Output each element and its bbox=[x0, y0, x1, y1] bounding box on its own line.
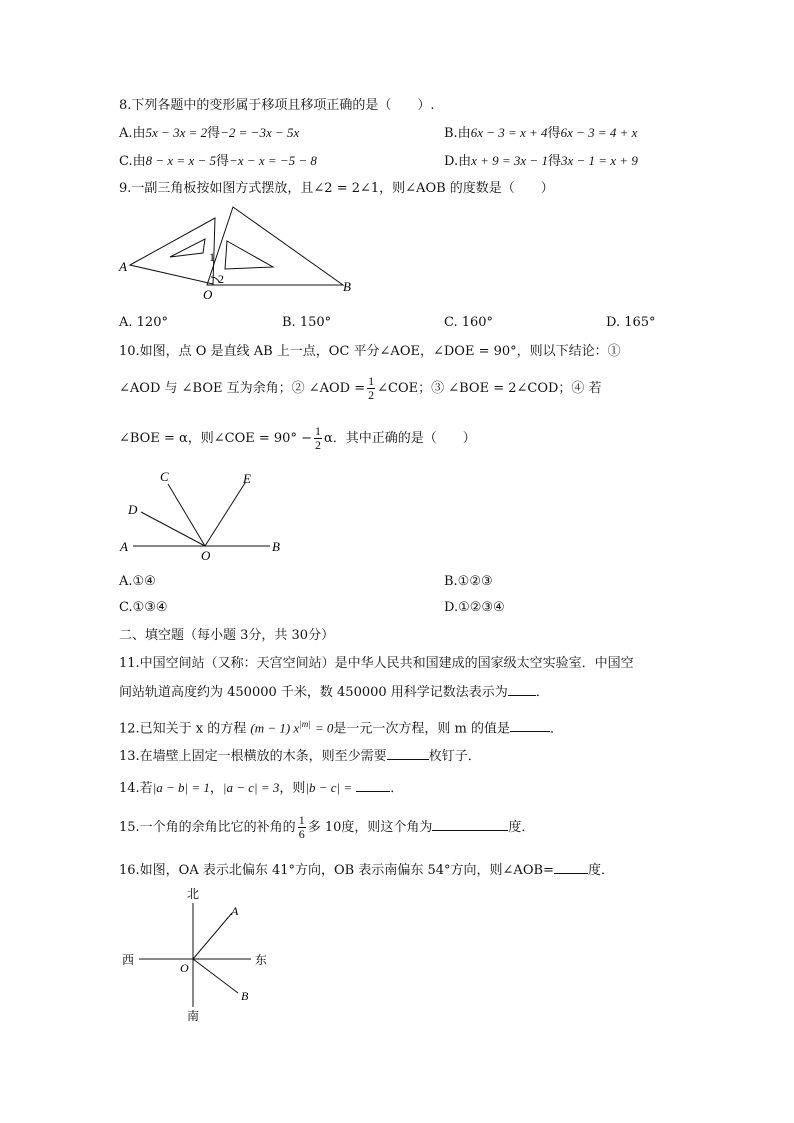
answer-blank[interactable] bbox=[432, 818, 508, 831]
q9-label-2: 2 bbox=[218, 272, 224, 286]
q8-stem: 8.下列各题中的变形属于移项且移项正确的是（ ）. bbox=[119, 98, 435, 113]
q16-compass-figure bbox=[115, 885, 275, 1025]
triangle-ruler-icon bbox=[130, 207, 343, 285]
q10-figure bbox=[115, 468, 295, 563]
q16-west-label: 西 bbox=[122, 953, 135, 967]
q12-line: 12.已知关于 x 的方程 (m − 1) $x^{|m|} = 0$是一元一次方程，则 m 的值是 ． bbox=[119, 719, 563, 737]
fraction-half-2: $\frac{1}{2}$ bbox=[314, 424, 321, 452]
q16-north-label: 北 bbox=[187, 887, 200, 901]
q9-label-a: A bbox=[119, 259, 127, 274]
answer-blank[interactable] bbox=[387, 747, 429, 760]
answer-blank[interactable] bbox=[508, 683, 536, 696]
q10-label-c: C bbox=[160, 469, 169, 484]
q11-line1: 11.中国空间站（又称：天宫空间站）是中华人民共和国建成的国家级太空实验室．中国空 bbox=[119, 656, 634, 671]
q9-label-1: 1 bbox=[209, 250, 215, 264]
answer-blank[interactable] bbox=[510, 719, 550, 732]
q10-option-d: D.①②③④ bbox=[444, 600, 505, 615]
q15-line: 15.一个角的余角比它的补角的 $\frac{1}{6}$ 多 10度，则这个角为 度． bbox=[119, 813, 535, 841]
q9-option-b: B. 150° bbox=[282, 315, 332, 330]
q10-option-b: B.①②③ bbox=[444, 574, 493, 589]
q9-option-c: C. 160° bbox=[444, 315, 494, 330]
q9-label-o: O bbox=[203, 287, 213, 302]
q10-label-e: E bbox=[243, 471, 251, 486]
q10-label-b: B bbox=[272, 539, 280, 554]
q10-label-o: O bbox=[201, 548, 211, 563]
q9-label-b: B bbox=[343, 279, 351, 294]
q10-label-d: D bbox=[128, 502, 138, 517]
answer-blank[interactable] bbox=[356, 779, 390, 792]
q10-line2: ∠AOD 与 ∠BOE 互为余角；② ∠AOD = $\frac{1}{2}$ ∠COE；③ ∠BOE = 2∠COD；④ 若 bbox=[119, 374, 602, 402]
q13-line: 13.在墙壁上固定一根横放的木条，则至少需要 枚钉子． bbox=[119, 749, 481, 764]
q10-option-a: A.①④ bbox=[119, 574, 156, 589]
answer-blank[interactable] bbox=[554, 861, 588, 874]
q10-label-a: A bbox=[120, 539, 128, 554]
q9-stem: 9.一副三角板按如图方式摆放，且∠2 = 2∠1，则∠AOB 的度数是（ ） bbox=[119, 181, 554, 196]
q16-label-a: A bbox=[231, 904, 239, 918]
q9-option-a: A. 120° bbox=[119, 315, 168, 330]
q16-label-b: B bbox=[241, 989, 249, 1003]
fraction-half: $\frac{1}{2}$ bbox=[368, 374, 375, 402]
q11-line2: 间站轨道高度约为 450000 千米，数 450000 用科学记数法表示为 ． bbox=[119, 685, 549, 700]
q8-option-c: C.由8 − x = x − 5得−x − x = −5 − 8 bbox=[119, 153, 317, 169]
q10-option-c: C.①③④ bbox=[119, 600, 168, 615]
q16-south-label: 南 bbox=[187, 1009, 200, 1023]
q8-option-d: D.由x + 9 = 3x − 1得3x − 1 = x + 9 bbox=[444, 153, 638, 169]
q10-line1: 10.如图，点 O 是直线 AB 上一点，OC 平分∠AOE，∠DOE = 90°，则以下结论：① bbox=[119, 344, 621, 359]
q9-option-d: D. 165° bbox=[606, 315, 656, 330]
q10-line3: ∠BOE = α，则∠COE = 90° − $\frac{1}{2}$ α．其中正确的是（ ） bbox=[119, 424, 476, 452]
q16-line: 16.如图，OA 表示北偏东 41°方向，OB 表示南偏东 54°方向，则∠AOB= 度． bbox=[119, 863, 614, 878]
q8-option-a: A.由5x − 3x = 2得−2 = −3x − 5x bbox=[119, 125, 300, 141]
q14-line: 14.若|a − b| = 1，|a − c| = 3，则|b − c| = ． bbox=[119, 780, 404, 796]
q16-east-label: 东 bbox=[255, 953, 268, 967]
q8-option-b: B.由6x − 3 = x + 4得6x − 3 = 4 + x bbox=[444, 125, 638, 141]
section-heading: 二、填空题（每小题 3分，共 30分） bbox=[119, 628, 335, 643]
q16-label-o: O bbox=[180, 961, 189, 975]
fraction-sixth: $\frac{1}{6}$ bbox=[298, 813, 305, 841]
q9-figure bbox=[115, 205, 365, 305]
